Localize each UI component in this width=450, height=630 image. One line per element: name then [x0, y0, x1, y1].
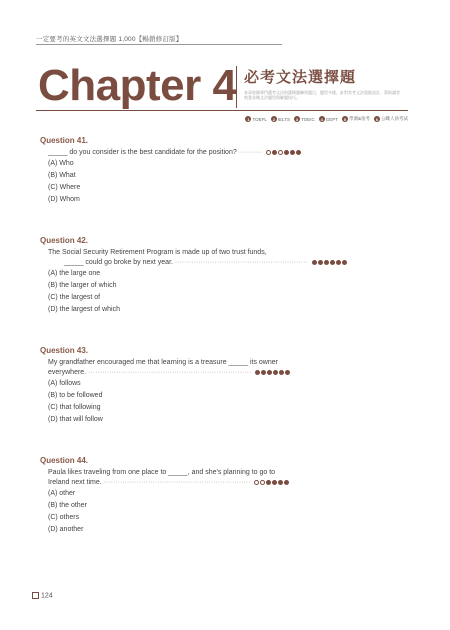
answer-option[interactable]: (B) the other [48, 502, 87, 509]
difficulty-dot [260, 480, 265, 485]
stem-line: _____ do you consider is the best candidate for the position? [48, 149, 237, 156]
difficulty-dot [261, 370, 266, 375]
answer-option[interactable]: (C) that following [48, 404, 101, 411]
page-mark-icon [32, 592, 39, 599]
legend-label: TOEFL [252, 116, 267, 122]
difficulty-dot [290, 150, 295, 155]
stem-line: everywhere. [48, 369, 87, 376]
legend-item [271, 116, 290, 122]
difficulty-dot [272, 150, 277, 155]
page-number [32, 592, 53, 599]
question-label: Question 41. [40, 136, 89, 145]
legend-badge: 2 [272, 116, 275, 122]
difficulty-dot [279, 370, 284, 375]
legend-label: 學測&指考 [348, 116, 370, 121]
difficulty-indicator [266, 150, 301, 155]
question-44 [40, 456, 410, 536]
answer-option[interactable]: (A) other [48, 490, 76, 497]
difficulty-dot [272, 480, 277, 485]
difficulty-dot [254, 480, 259, 485]
leader-dots: ·········· [238, 149, 263, 156]
chapter-header-rule [36, 110, 408, 111]
answer-option[interactable]: (A) the large one [48, 270, 101, 277]
legend-badge: 5 [343, 116, 347, 122]
chapter-description: 本章收錄專門選考文法的選擇題練習題目，題型多樣，針對常考文法重點設計，幫助讀者熟悉各類文法題型與解題技巧。 [244, 90, 400, 100]
difficulty-dot [324, 260, 329, 265]
stem-line: Ireland next time. [48, 479, 102, 486]
difficulty-dot [312, 260, 317, 265]
answer-option[interactable]: (B) What [48, 172, 76, 179]
answer-option[interactable]: (A) Who [48, 160, 74, 167]
legend-item [319, 116, 338, 122]
legend-item [374, 116, 408, 122]
question-stem [40, 148, 410, 158]
chapter-divider [236, 66, 237, 108]
legend-label: IELTS [277, 116, 291, 122]
question-41 [40, 136, 410, 206]
stem-line: Paula likes traveling from one place to _____, and she's planning to go to [48, 469, 276, 476]
stem-line: _____ could go broke by next year. [64, 259, 173, 266]
difficulty-dot [342, 260, 347, 265]
question-label: Question 42. [40, 236, 89, 245]
question-label: Question 44. [40, 456, 89, 465]
answer-option[interactable]: (D) another [48, 526, 84, 533]
leader-dots: ························································· [174, 259, 308, 266]
difficulty-dot [318, 260, 323, 265]
answer-option[interactable]: (B) the larger of which [48, 282, 117, 289]
difficulty-dot [267, 370, 272, 375]
question-label: Question 43. [40, 346, 89, 355]
legend-item [342, 116, 370, 122]
question-stem [40, 358, 410, 378]
legend-badge: 3 [295, 116, 299, 122]
difficulty-dot [278, 480, 283, 485]
difficulty-dot [285, 370, 290, 375]
difficulty-indicator [312, 260, 347, 265]
chapter-title: Chapter 4 [38, 61, 237, 110]
answer-option[interactable]: (A) follows [48, 380, 81, 387]
legend-item [245, 116, 266, 122]
answer-option[interactable]: (C) others [48, 514, 80, 521]
difficulty-dot [296, 150, 301, 155]
answer-option[interactable]: (C) the largest of [48, 294, 101, 301]
stem-line: My grandfather encouraged me that learning is a treasure _____ its owner [48, 359, 278, 366]
difficulty-dot [330, 260, 335, 265]
difficulty-dot [284, 150, 289, 155]
difficulty-dot [266, 480, 271, 485]
difficulty-dot [278, 150, 283, 155]
question-stem [40, 468, 410, 488]
question-stem [40, 248, 410, 268]
difficulty-indicator [255, 370, 290, 375]
running-header: 一定要考的英文文法選擇題 1,000【暢銷修訂版】 [36, 36, 183, 43]
legend-item [294, 116, 315, 122]
stem-line: The Social Security Retirement Program is made up of two trust funds, [48, 249, 267, 256]
page-number-text: 124 [41, 592, 53, 600]
question-43 [40, 346, 410, 426]
answer-option[interactable]: (D) that will follow [48, 416, 103, 423]
exam-legend [245, 116, 408, 122]
chapter-subtitle: 必考文法選擇題 [244, 68, 357, 86]
answer-option[interactable]: (C) Where [48, 184, 81, 191]
legend-badge: 4 [320, 116, 323, 122]
answer-option[interactable]: (B) to be followed [48, 392, 103, 399]
legend-label: GEPT [325, 116, 338, 122]
legend-label: TOEIC [301, 116, 315, 122]
difficulty-dot [336, 260, 341, 265]
difficulty-indicator [254, 480, 289, 485]
legend-badge: 6 [375, 116, 379, 122]
difficulty-dot [266, 150, 271, 155]
leader-dots: ······························································· [103, 479, 251, 486]
difficulty-dot [255, 370, 260, 375]
question-42 [40, 236, 410, 316]
running-header-rule [36, 44, 282, 45]
legend-label: 公職人員考試 [381, 116, 408, 121]
legend-badge: 1 [247, 116, 250, 122]
answer-option[interactable]: (D) Whom [48, 196, 80, 203]
answer-option[interactable]: (D) the largest of which [48, 306, 120, 313]
difficulty-dot [273, 370, 278, 375]
difficulty-dot [284, 480, 289, 485]
leader-dots: ······································································ [88, 369, 252, 376]
